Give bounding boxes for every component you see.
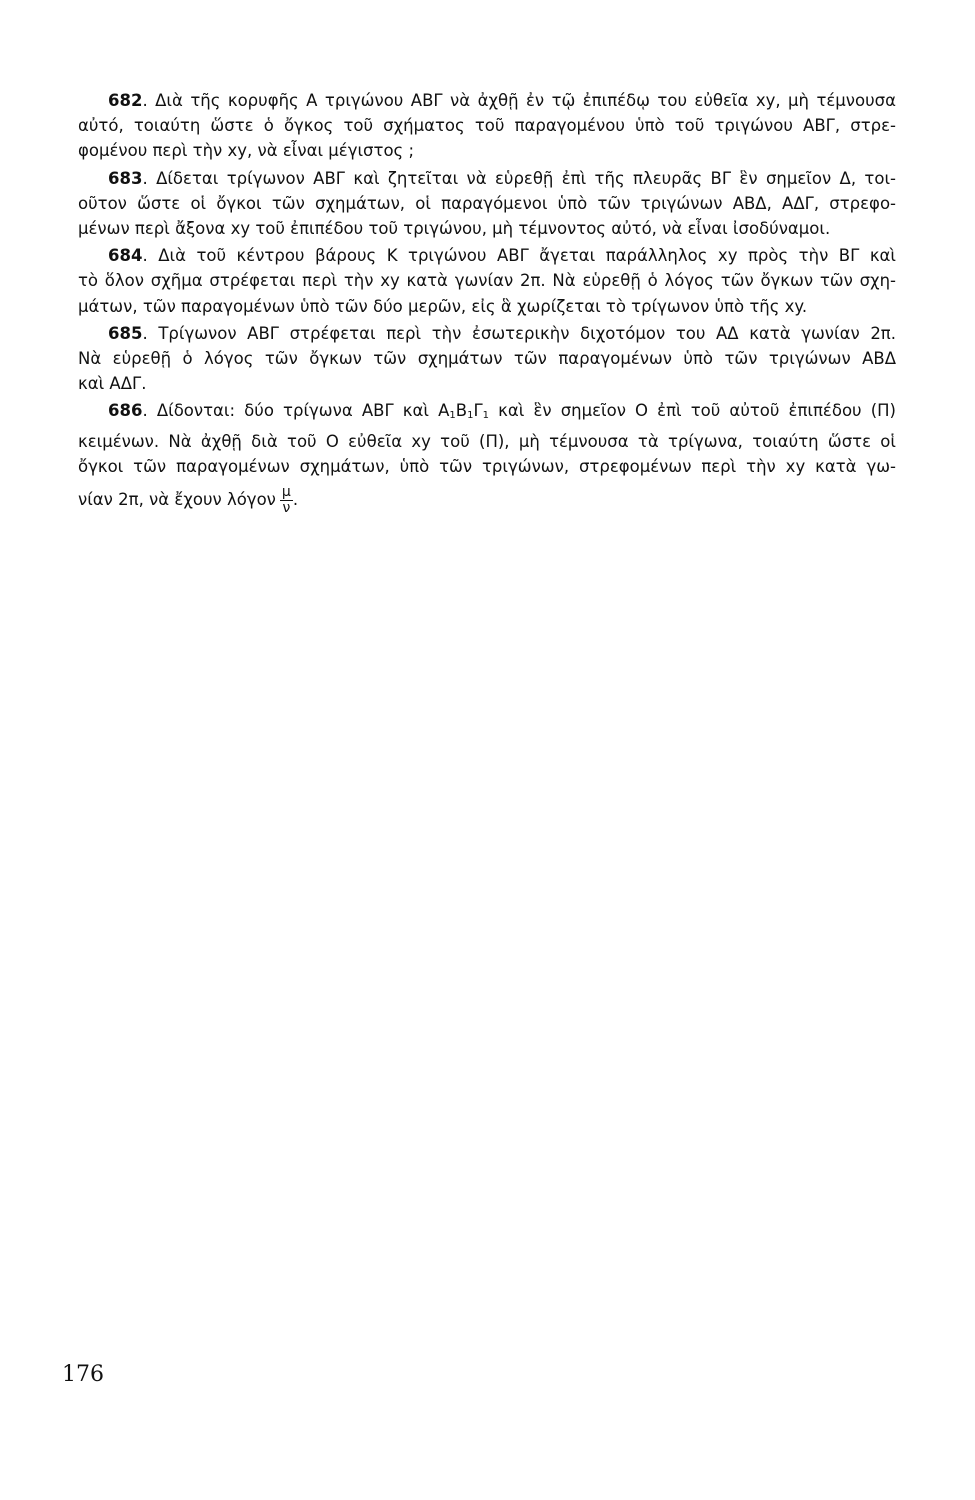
problem-text: . Δίδεται τρίγωνον ΑΒΓ καὶ ζητεῖται νὰ εὑρεθῇ ἐπὶ τῆς πλευρᾶς ΒΓ ἓν σημεῖον Δ, τοι- — [142, 168, 896, 188]
problem-text: Νὰ εὑρεθῇ ὁ λόγος τῶν ὄγκων τῶν σχημάτων τῶν παραγομένων ὑπὸ τῶν τριγώνων ΑΒΔ — [78, 349, 896, 369]
problem-text: ὄγκοι τῶν παραγομένων σχημάτων, ὑπὸ τῶν τριγώνων, στρεφομένων περὶ τὴν xy κατὰ γω- — [78, 456, 896, 476]
subscript: 1 — [467, 410, 474, 422]
page-number: 176 — [62, 1362, 104, 1387]
problem-number: 686 — [108, 401, 143, 421]
problem-text: Γ — [473, 401, 483, 421]
problem-number: 683 — [108, 168, 143, 188]
problem-683 — [78, 166, 896, 242]
problem-text: . Δίδονται: δύο τρίγωνα ΑΒΓ καὶ Α — [142, 401, 450, 421]
problem-list — [78, 88, 896, 518]
problem-682 — [78, 88, 896, 164]
problem-text: . Διὰ τῆς κορυφῆς Α τριγώνου ΑΒΓ νὰ ἀχθῇ ἐν τῷ ἐπιπέδῳ του εὐθεῖα xy, μὴ τέμνουσα — [142, 91, 896, 110]
problem-text: . Τρίγωνον ΑΒΓ στρέφεται περὶ τὴν ἐσωτερικὴν διχοτόμον του ΑΔ κατὰ γωνίαν 2π. — [142, 323, 896, 343]
problem-text: οῦτον ὥστε οἱ ὄγκοι τῶν σχημάτων, οἱ παραγόμενοι ὑπὸ τῶν τριγώνων ΑΒΔ, ΑΔΓ, στρεφο- — [78, 193, 896, 213]
fraction-numerator: μ — [281, 484, 291, 501]
problem-number: 682 — [108, 91, 143, 110]
problem-text: μάτων, τῶν παραγομένων ὑπὸ τῶν δύο μερῶν, εἰς ἃ χωρίζεται τὸ τρίγωνον ὑπὸ τῆς xy. — [78, 296, 808, 316]
problem-text: καὶ ἓν σημεῖον Ο ἐπὶ τοῦ αὐτοῦ ἐπιπέδου (Π) — [489, 401, 896, 421]
problem-text: . Διὰ τοῦ κέντρου βάρους Κ τριγώνου ΑΒΓ ἄγεται παράλληλος xy πρὸς τὴν ΒΓ καὶ — [142, 246, 896, 266]
problem-text: νίαν 2π, νὰ ἔχουν λόγον — [78, 490, 276, 510]
fraction-denominator: ν — [282, 500, 291, 517]
subscript: 1 — [449, 410, 456, 422]
problem-text: φομένου περὶ τὴν xy, νὰ εἶναι μέγιστος ; — [78, 141, 415, 161]
problem-text: κειμένων. Νὰ ἀχθῇ διὰ τοῦ Ο εὐθεῖα xy τοῦ (Π), μὴ τέμνουσα τὰ τρίγωνα, τοιαύτη ὥστε οἱ — [78, 431, 896, 451]
problem-685 — [78, 321, 896, 397]
fraction — [280, 485, 293, 516]
problem-text: καὶ ΑΔΓ. — [78, 374, 147, 394]
problem-text: μένων περὶ ἄξονα xy τοῦ ἐπιπέδου τοῦ τριγώνου, μὴ τέμνοντος αὐτό, νὰ εἶναι ἰσοδύναμοι. — [78, 219, 831, 239]
problem-number: 684 — [108, 246, 143, 266]
problem-text: αὐτό, τοιαύτη ὥστε ὁ ὄγκος τοῦ σχήματος τοῦ παραγομένου ὑπὸ τοῦ τριγώνου ΑΒΓ, στρε- — [78, 116, 896, 136]
problem-number: 685 — [108, 323, 143, 343]
problem-686 — [78, 398, 896, 516]
problem-text: Β — [455, 401, 468, 421]
subscript: 1 — [482, 410, 490, 422]
problem-text: τὸ ὅλον σχῆμα στρέφεται περὶ τὴν xy κατὰ γωνίαν 2π. Νὰ εὑρεθῇ ὁ λόγος τῶν ὄγκων τῶν σχη- — [78, 271, 896, 291]
problem-684 — [78, 243, 896, 319]
problem-text: . — [292, 490, 299, 510]
